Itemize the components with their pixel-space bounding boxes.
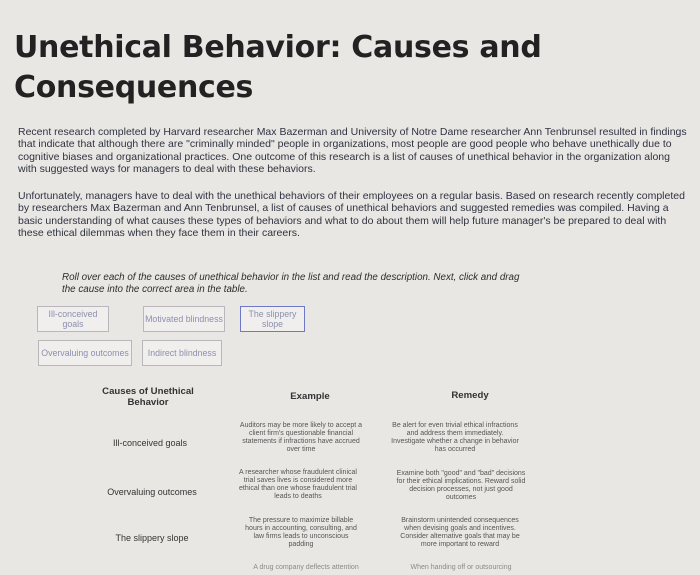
header-causes: Causes of Unethical Behavior — [102, 386, 194, 408]
row-example-1: Auditors may be more likely to accept a client firm's questionable financial statements if infractions have accrued over time — [239, 422, 363, 453]
chip-indirect-blindness[interactable]: Indirect blindness — [142, 340, 222, 366]
chip-motivated-blindness[interactable]: Motivated blindness — [143, 306, 225, 332]
chip-ill-conceived-goals[interactable]: Ill-conceived goals — [37, 306, 109, 332]
chip-overvaluing-outcomes[interactable]: Overvaluing outcomes — [38, 340, 132, 366]
page-title: Unethical Behavior: Causes and Consequences — [14, 30, 542, 105]
row-cause-2[interactable]: Overvaluing outcomes — [107, 487, 197, 497]
row-example-4: A drug company deflects attention — [253, 564, 359, 571]
header-remedy: Remedy — [451, 390, 489, 401]
row-cause-3[interactable]: The slippery slope — [115, 533, 189, 543]
intro-paragraph: Recent research completed by Harvard researcher Max Bazerman and University of Notre Dame researcher Ann Tenbrunsel resulted in findings that indicate that although there are "criminally minded" people in organizations, most people are good people who behave unethically due to cognitive biases and organizational practices. One outcome of this research is a list of causes of unethical behavior in the organization along with suggested ways for managers to deal with these behaviors. — [18, 126, 687, 175]
activity-instructions: Roll over each of the causes of unethical behavior in the list and read the description. Next, click and drag the cause into the correct area in the table. — [62, 272, 520, 295]
row-cause-1[interactable]: Ill-conceived goals — [112, 438, 188, 448]
row-remedy-4: When handing off or outsourcing — [410, 564, 512, 571]
row-remedy-3: Brainstorm unintended consequences when devising goals and incentives. Consider alternative goals that may be more important to reward — [400, 517, 520, 548]
row-remedy-2: Examine both "good" and "bad" decisions for their ethical implications. Reward solid decision processes, not just good outcomes — [396, 470, 526, 501]
row-example-2: A researcher whose fraudulent clinical trial saves lives is considered more ethical than one whose fraudulent trial leads to deaths — [239, 469, 357, 500]
context-paragraph: Unfortunately, managers have to deal with the unethical behaviors of their employees on a regular basis. Based on research recently completed by researchers Max Bazerman and Ann Tenbrunsel, a list of causes of unethical behaviors and suggested remedies was compiled. Having a basic understanding of what causes these types of behaviors and what to do about them will help future manager's be prepared to deal with these ethical dilemmas when they face them in their careers. — [18, 190, 685, 239]
chip-the-slippery-slope[interactable]: The slippery slope — [240, 306, 305, 332]
header-example: Example — [290, 391, 330, 402]
row-remedy-1: Be alert for even trivial ethical infractions and address them immediately. Investigate whether a change in behavior has occurred — [391, 422, 519, 453]
row-example-3: The pressure to maximize billable hours in accounting, consulting, and law firms leads to unconscious padding — [245, 517, 357, 548]
